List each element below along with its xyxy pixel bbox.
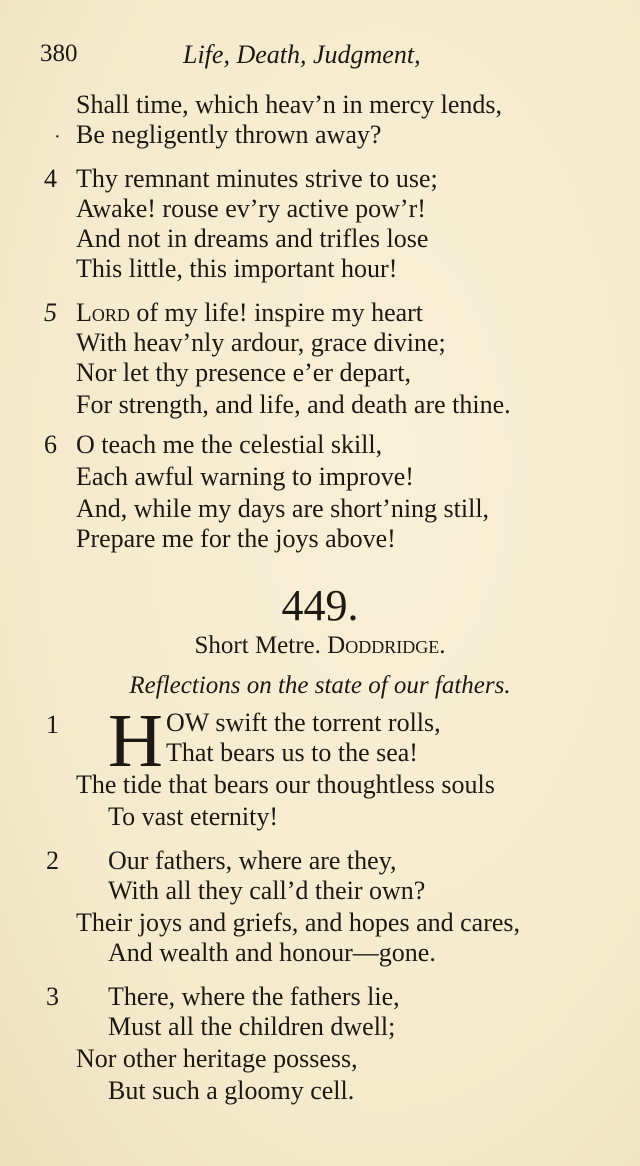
- stanza-number: 1: [46, 710, 59, 739]
- verse-line: Awake! rouse ev’ry active pow’r!: [76, 194, 426, 223]
- stanza-number: 2: [46, 846, 59, 875]
- drop-cap: H: [108, 699, 163, 783]
- verse-line: For strength, and life, and death are thine.: [76, 390, 511, 419]
- verse-line: Shall time, which heav’n in mercy lends,: [76, 90, 503, 119]
- verse-line: Thy remnant minutes strive to use;: [76, 164, 438, 193]
- page-header: [0, 40, 640, 80]
- verse-line: But such a gloomy cell.: [108, 1076, 355, 1105]
- verse-line: Nor other heritage possess,: [76, 1044, 358, 1073]
- verse-line: Their joys and griefs, and hopes and cares,: [76, 908, 521, 937]
- margin-mark-icon: ·: [54, 126, 61, 148]
- verse-line: The tide that bears our thoughtless souls: [76, 770, 495, 799]
- page-number: 380: [40, 40, 78, 67]
- verse-line: Prepare me for the joys above!: [76, 524, 396, 553]
- verse-line: And, while my days are short’ning still,: [76, 494, 490, 523]
- verse-line: Be negligently thrown away?: [76, 120, 382, 149]
- hymn-subtitle: Reflections on the state of our fathers.: [129, 672, 511, 699]
- verse-line: With all they call’d their own?: [108, 876, 426, 905]
- verse-line: With heav’nly ardour, grace divine;: [76, 328, 446, 357]
- hymn-meta: [0, 632, 640, 660]
- stanza-number: 3: [46, 982, 59, 1011]
- verse-line: To vast eternity!: [108, 802, 279, 831]
- verse-line: O teach me the celestial skill,: [76, 430, 383, 459]
- verse-line: Nor let thy presence e’er depart,: [76, 358, 411, 387]
- stanza-number: 5: [44, 298, 57, 327]
- verse-line: This little, this important hour!: [76, 254, 398, 283]
- running-title: Life, Death, Judgment,: [183, 40, 421, 69]
- hymn-number: 449.: [281, 581, 359, 630]
- verse-line: Our fathers, where are they,: [108, 846, 397, 875]
- author-name: Doddridge.: [327, 632, 446, 659]
- verse-line: That bears us to the sea!: [166, 738, 418, 767]
- verse-line: Must all the children dwell;: [108, 1012, 396, 1041]
- verse-line: Each awful warning to improve!: [76, 462, 414, 491]
- verse-line: There, where the fathers lie,: [108, 982, 400, 1011]
- verse-line: And wealth and honour—gone.: [108, 938, 436, 967]
- verse-line: OW swift the torrent rolls,: [166, 708, 441, 737]
- verse-line: And not in dreams and trifles lose: [76, 224, 429, 253]
- meter-label: Short Metre.: [194, 632, 321, 659]
- verse-line: Lord of my life! inspire my heart: [76, 298, 424, 327]
- stanza-number: 4: [44, 164, 57, 193]
- stanza-number: 6: [44, 430, 57, 459]
